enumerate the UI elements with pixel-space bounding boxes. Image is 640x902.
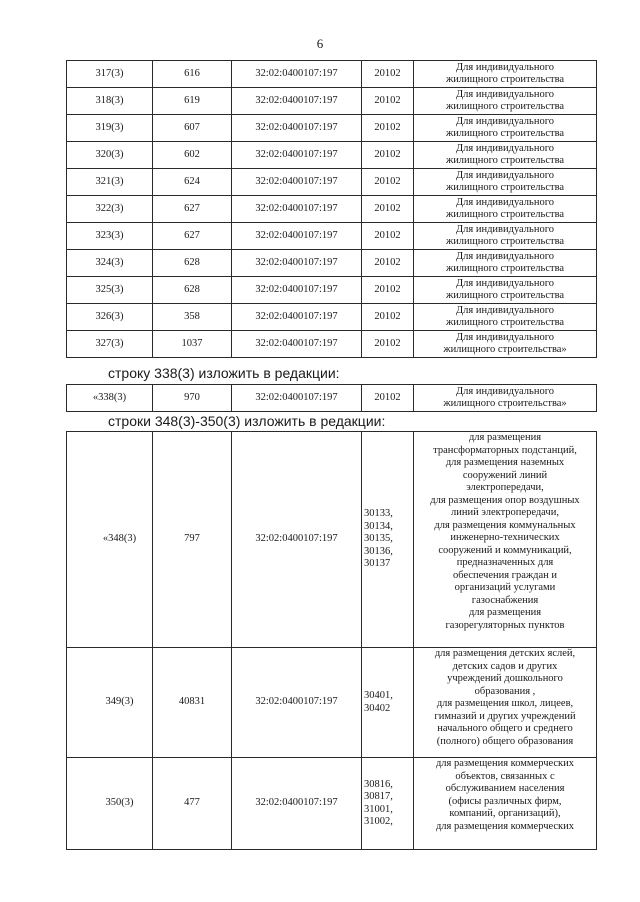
- area-cell: 628: [153, 277, 232, 304]
- row-number-cell: 318(3): [67, 88, 153, 115]
- row-number-cell: 350(3): [67, 758, 153, 850]
- row-number-cell: 320(3): [67, 142, 153, 169]
- permitted-use-cell: Для индивидуального жилищного строительства: [414, 61, 597, 88]
- area-cell: 628: [153, 250, 232, 277]
- use-code-cell: 20102: [362, 223, 414, 250]
- table-row: [67, 432, 597, 648]
- cadastral-number-cell: 32:02:0400107:197: [232, 169, 362, 196]
- area-cell: 624: [153, 169, 232, 196]
- permitted-use-cell: Для индивидуального жилищного строительства: [414, 277, 597, 304]
- cadastral-number-cell: 32:02:0400107:197: [232, 223, 362, 250]
- parcels-table-bottom: [66, 431, 597, 850]
- permitted-use-cell: Для индивидуального жилищного строительства: [414, 88, 597, 115]
- table-row: [67, 142, 597, 169]
- permitted-use-cell: Для индивидуального жилищного строительства: [414, 169, 597, 196]
- table-row: [67, 196, 597, 223]
- cadastral-number-cell: 32:02:0400107:197: [232, 758, 362, 850]
- use-code-cell: 20102: [362, 88, 414, 115]
- use-code-cell: 20102: [362, 250, 414, 277]
- use-code-cell: 20102: [362, 196, 414, 223]
- use-code-cell: 30133, 30134, 30135, 30136, 30137: [362, 432, 414, 648]
- area-cell: 40831: [153, 648, 232, 758]
- row-number-cell: 327(3): [67, 331, 153, 358]
- permitted-use-cell: Для индивидуального жилищного строительства: [414, 196, 597, 223]
- use-code-cell: 20102: [362, 61, 414, 88]
- permitted-use-cell: Для индивидуального жилищного строительства: [414, 115, 597, 142]
- permitted-use-cell: Для индивидуального жилищного строительства: [414, 223, 597, 250]
- parcels-table-mid: [66, 384, 597, 412]
- row-number-cell: 323(3): [67, 223, 153, 250]
- table-row: [67, 115, 597, 142]
- table-row: [67, 223, 597, 250]
- table-row: [67, 331, 597, 358]
- table-row: [67, 304, 597, 331]
- use-code-cell: 20102: [362, 385, 414, 412]
- row-number-cell: «348(3): [67, 432, 153, 648]
- area-cell: 616: [153, 61, 232, 88]
- area-cell: 627: [153, 223, 232, 250]
- permitted-use-cell: Для индивидуального жилищного строительства: [414, 304, 597, 331]
- row-number-cell: 324(3): [67, 250, 153, 277]
- cadastral-number-cell: 32:02:0400107:197: [232, 88, 362, 115]
- use-code-cell: 30401, 30402: [362, 648, 414, 758]
- permitted-use-cell: Для индивидуального жилищного строительства: [414, 142, 597, 169]
- row-number-cell: 319(3): [67, 115, 153, 142]
- cadastral-number-cell: 32:02:0400107:197: [232, 385, 362, 412]
- cadastral-number-cell: 32:02:0400107:197: [232, 432, 362, 648]
- use-code-cell: 20102: [362, 142, 414, 169]
- cadastral-number-cell: 32:02:0400107:197: [232, 277, 362, 304]
- row-number-cell: 321(3): [67, 169, 153, 196]
- cadastral-number-cell: 32:02:0400107:197: [232, 142, 362, 169]
- area-cell: 619: [153, 88, 232, 115]
- parcels-table-top: [66, 60, 597, 358]
- table-row: [67, 385, 597, 412]
- row-number-cell: 317(3): [67, 61, 153, 88]
- permitted-use-cell: Для индивидуального жилищного строительства»: [414, 385, 597, 412]
- table-row: [67, 250, 597, 277]
- use-code-cell: 20102: [362, 277, 414, 304]
- table-row: [67, 758, 597, 850]
- area-cell: 1037: [153, 331, 232, 358]
- permitted-use-cell: Для индивидуального жилищного строительства»: [414, 331, 597, 358]
- use-code-cell: 30816, 30817, 31001, 31002,: [362, 758, 414, 850]
- area-cell: 970: [153, 385, 232, 412]
- permitted-use-cell: для размещения трансформаторных подстанций, для размещения наземных сооружений линий электропередачи, для размещения опор воздушных линий электропередачи, для размещения коммунальных инженерно-технических сооружений и коммуникаций, предназначенных для обеспечения граждан и организаций услугами газоснабжения для размещения газорегуляторных пунктов: [414, 432, 597, 648]
- cadastral-number-cell: 32:02:0400107:197: [232, 331, 362, 358]
- cadastral-number-cell: 32:02:0400107:197: [232, 61, 362, 88]
- row-number-cell: 326(3): [67, 304, 153, 331]
- table-row: [67, 648, 597, 758]
- cadastral-number-cell: 32:02:0400107:197: [232, 196, 362, 223]
- cadastral-number-cell: 32:02:0400107:197: [232, 115, 362, 142]
- row-number-cell: 349(3): [67, 648, 153, 758]
- use-code-cell: 20102: [362, 331, 414, 358]
- use-code-cell: 20102: [362, 115, 414, 142]
- area-cell: 627: [153, 196, 232, 223]
- area-cell: 477: [153, 758, 232, 850]
- row-number-cell: 322(3): [67, 196, 153, 223]
- cadastral-number-cell: 32:02:0400107:197: [232, 250, 362, 277]
- cadastral-number-cell: 32:02:0400107:197: [232, 648, 362, 758]
- use-code-cell: 20102: [362, 169, 414, 196]
- table-row: [67, 61, 597, 88]
- table-row: [67, 277, 597, 304]
- page-number: 6: [316, 36, 324, 51]
- area-cell: 602: [153, 142, 232, 169]
- area-cell: 607: [153, 115, 232, 142]
- permitted-use-cell: для размещения коммерческих объектов, связанных с обслуживанием населения (офисы различных фирм, компаний, организаций), для размещения коммерческих: [414, 758, 597, 850]
- row-number-cell: 325(3): [67, 277, 153, 304]
- use-code-cell: 20102: [362, 304, 414, 331]
- area-cell: 797: [153, 432, 232, 648]
- cadastral-number-cell: 32:02:0400107:197: [232, 304, 362, 331]
- instruction-rows-348-350: строки 348(3)-350(3) изложить в редакции:: [108, 413, 386, 429]
- table-row: [67, 169, 597, 196]
- area-cell: 358: [153, 304, 232, 331]
- instruction-row-338: строку 338(3) изложить в редакции:: [108, 365, 340, 381]
- row-number-cell: «338(3): [67, 385, 153, 412]
- permitted-use-cell: для размещения детских яслей, детских садов и других учреждений дошкольного образования , для размещения школ, лицеев, гимназий и других учреждений начального общего и среднего (полного) общего образования: [414, 648, 597, 758]
- table-row: [67, 88, 597, 115]
- permitted-use-cell: Для индивидуального жилищного строительства: [414, 250, 597, 277]
